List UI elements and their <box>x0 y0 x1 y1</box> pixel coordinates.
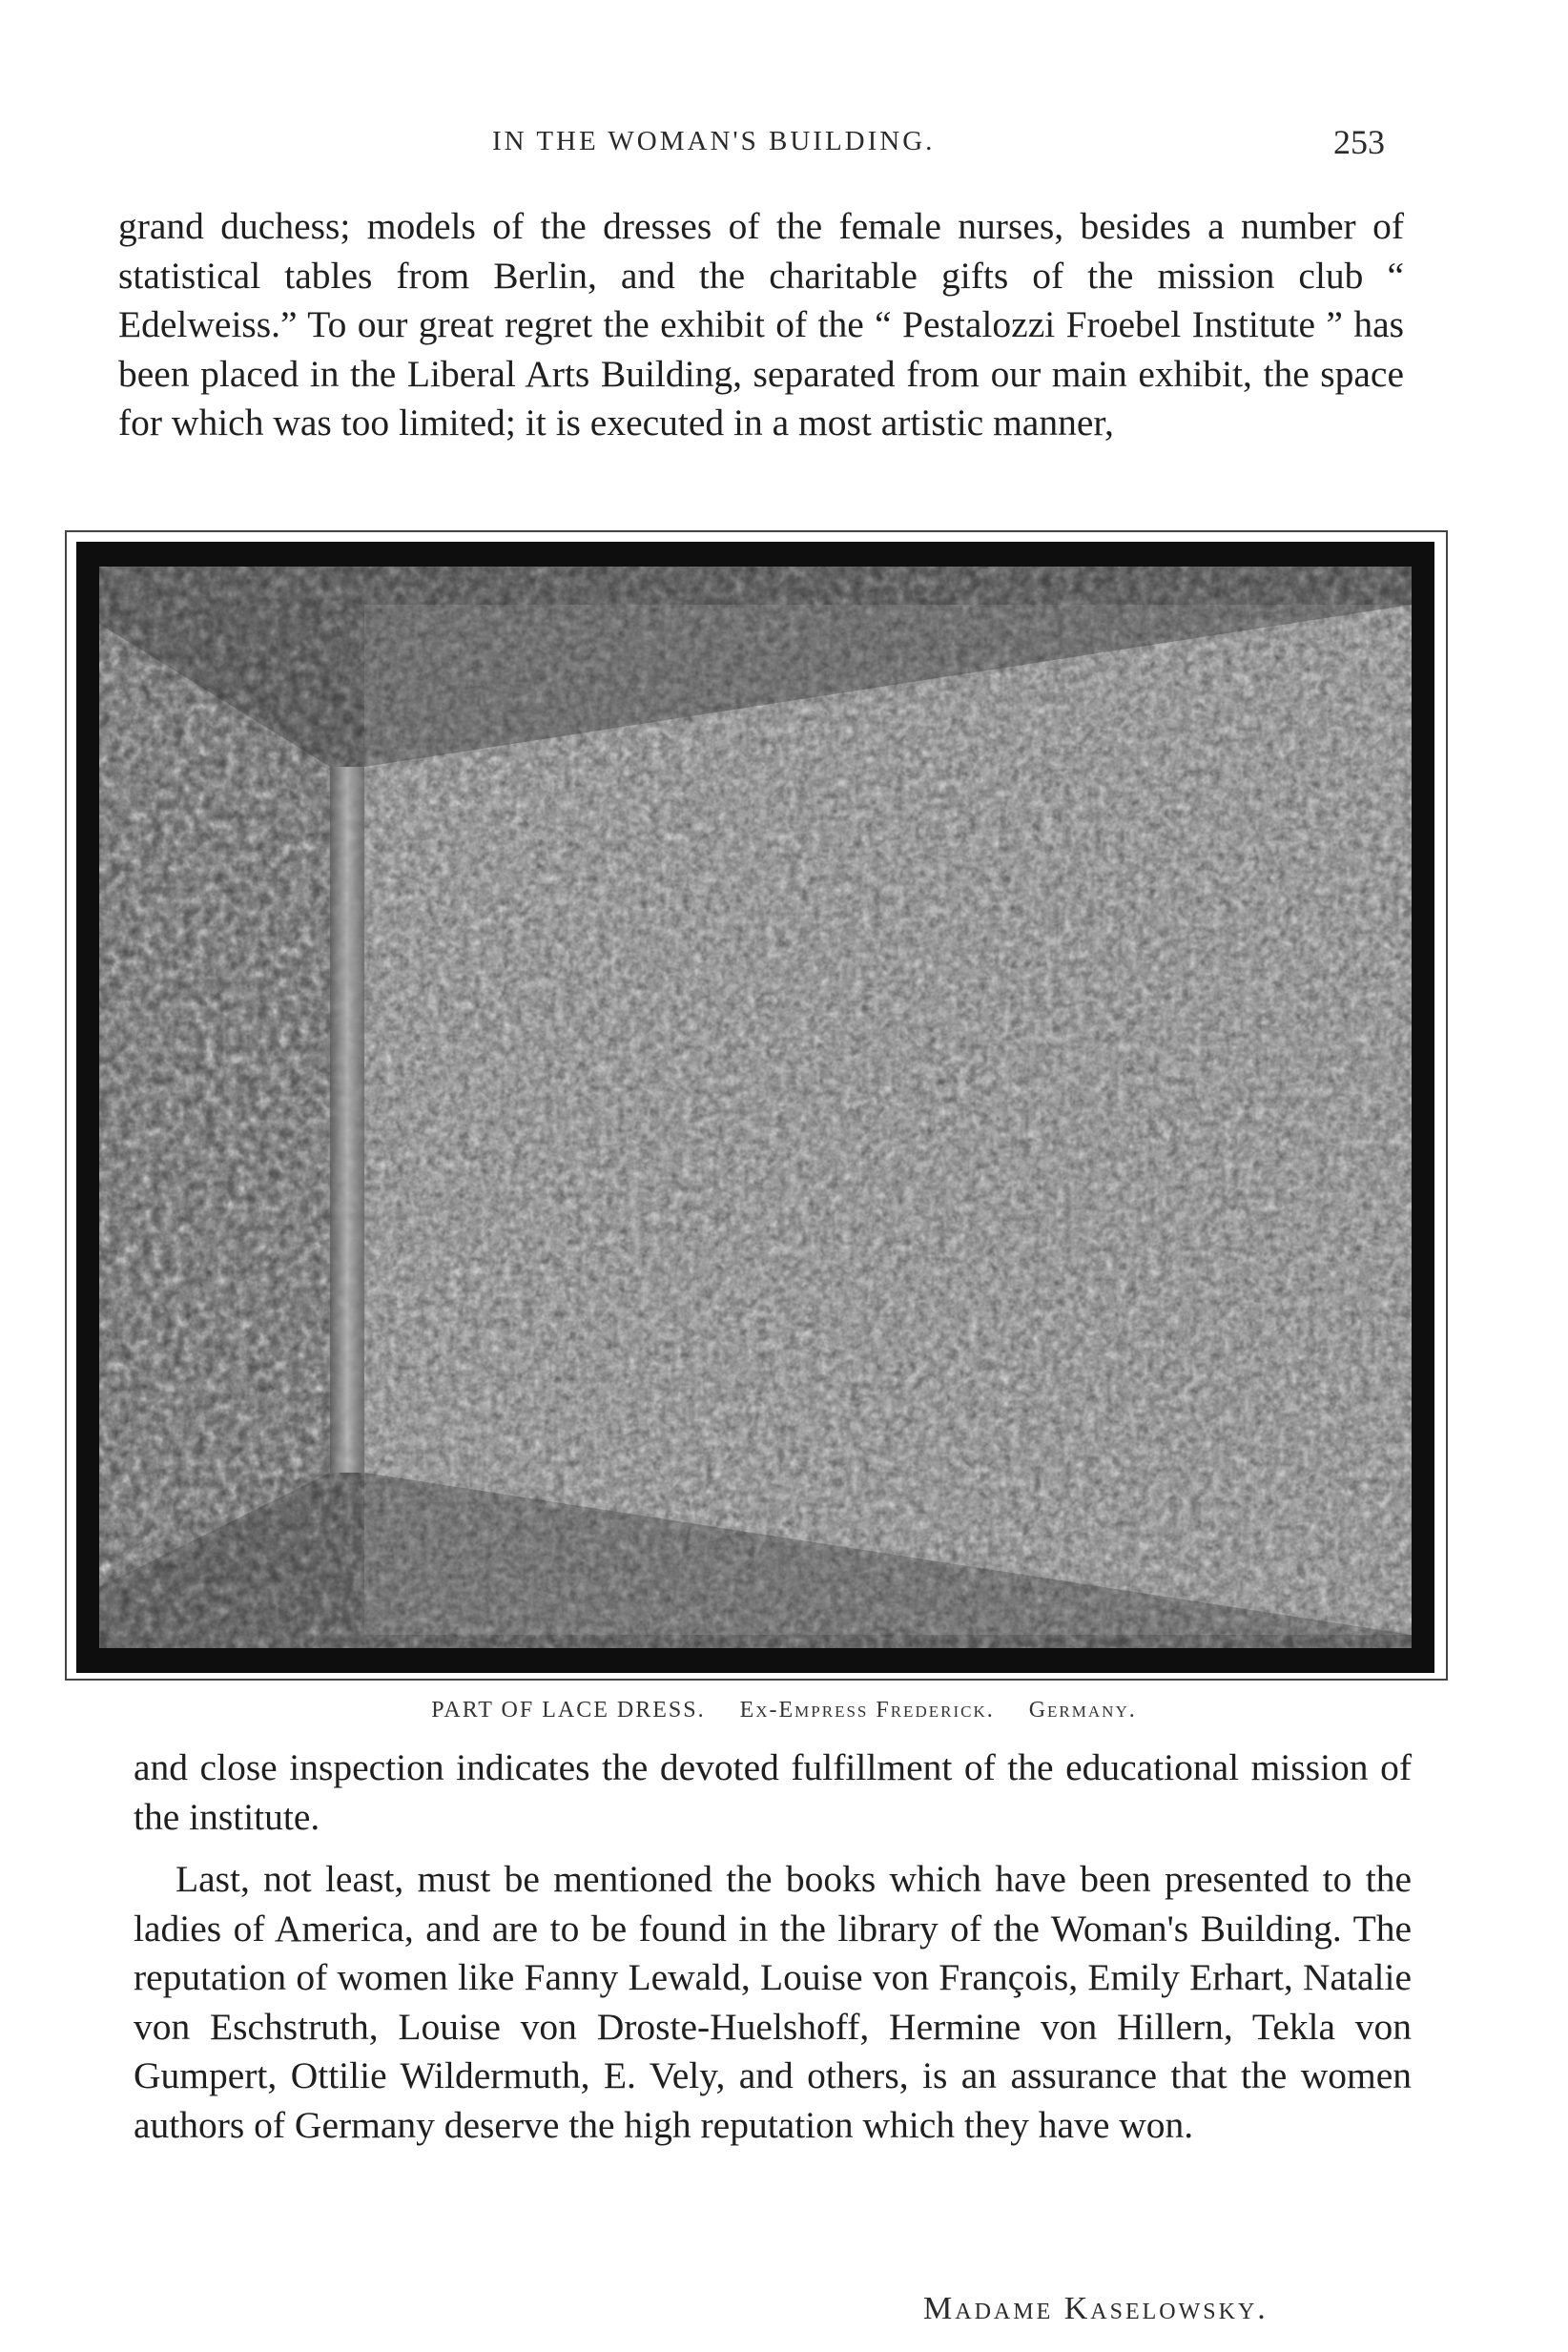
caption-title: PART OF LACE DRESS. <box>431 1698 706 1723</box>
paragraph-last: Last, not least, must be mentioned the books which have been presented to the ladies of America, and are to be found in the library of the Woman's Building. The reputation of women like Fanny Lewald, Louise von François, Emily Erhart, Natalie von Eschstruth, Louise von Droste-Huelshoff, Hermine von Hillern, Tekla von Gumpert, Ottilie Wildermuth, E. Vely, and others, is an assurance that the women authors of Germany deserve the high reputation which they have won. <box>134 1858 1412 2146</box>
running-title: IN THE WOMAN'S BUILDING. <box>492 126 936 156</box>
paragraph-top: grand duchess; models of the dresses of the female nurses, besides a number of statistical tables from Berlin, and the charitable gifts of the mission club “ Edelweiss.” To our great regret the exhibit of the “ Pestalozzi Froebel Institute ” has been placed in the Liberal Arts Building, separated from our main exhibit, the space for which was too limited; it is executed in a most artistic manner, <box>118 205 1404 444</box>
lace-fold-band <box>330 767 364 1473</box>
running-head <box>0 123 1568 168</box>
figure-caption <box>0 1698 1568 1723</box>
lace-photo-image <box>99 567 1412 1648</box>
caption-country: Germany. <box>1028 1698 1137 1723</box>
paragraph-continuation: and close inspection indicates the devoted fulfillment of the educational mission of the institute. <box>134 1746 1412 1838</box>
author-signature: Madame Kaselowsky. <box>923 2291 1269 2326</box>
lace-bodice-panel <box>364 605 1412 1635</box>
page-number: 253 <box>1333 123 1385 161</box>
lace-dress-photo <box>76 542 1434 1673</box>
caption-owner: Ex-Empress Frederick. <box>739 1698 995 1723</box>
